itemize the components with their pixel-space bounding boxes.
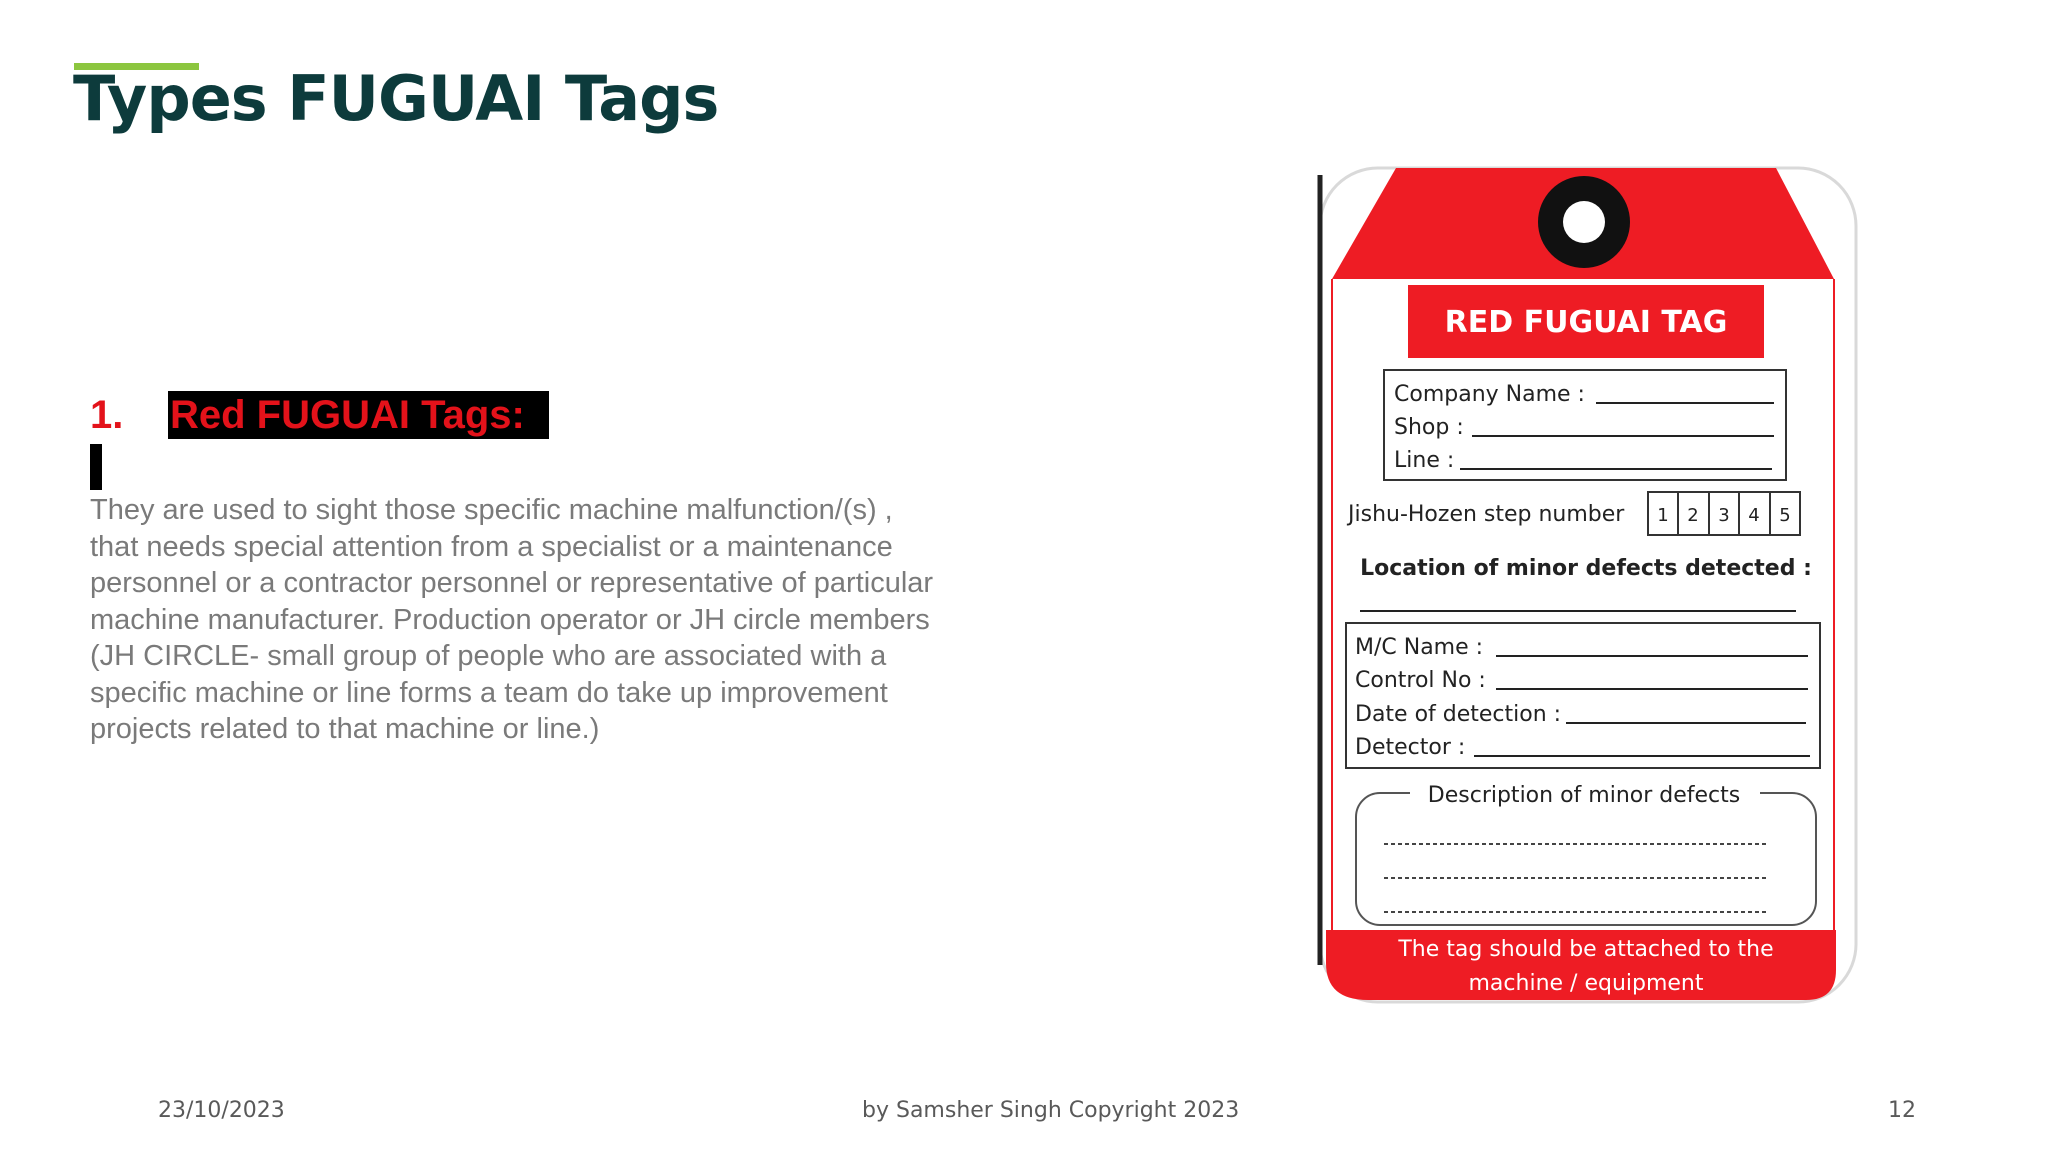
footer-copyright: by Samsher Singh Copyright 2023 — [862, 1098, 1240, 1123]
company-name-label: Company Name : — [1394, 382, 1585, 407]
tag-footer-line2: machine / equipment — [1468, 971, 1704, 996]
jh-step-label: Jishu-Hozen step number — [1348, 502, 1625, 527]
jh-step-3: 3 — [1718, 505, 1730, 526]
red-fuguai-tag-image — [1316, 165, 1860, 1007]
jh-step-5: 5 — [1779, 505, 1791, 526]
jh-step-4: 4 — [1748, 505, 1760, 526]
section-heading — [90, 390, 549, 440]
jh-step-2: 2 — [1687, 505, 1699, 526]
mc-name-label: M/C Name : — [1355, 635, 1484, 660]
heading-label: Red FUGUAI Tags: — [168, 391, 549, 439]
control-no-label: Control No : — [1355, 668, 1486, 693]
text-cursor — [90, 444, 102, 490]
tag-title: RED FUGUAI TAG — [1444, 305, 1728, 340]
slide-title: Types FUGUAI Tags — [73, 62, 719, 135]
description-label: Description of minor defects — [1427, 783, 1741, 808]
date-detection-label: Date of detection : — [1355, 702, 1562, 727]
footer-date: 23/10/2023 — [158, 1098, 285, 1123]
page-number: 12 — [1888, 1098, 1916, 1123]
heading-number: 1. — [90, 392, 124, 437]
shop-label: Shop : — [1394, 415, 1464, 440]
jh-step-1: 1 — [1657, 505, 1669, 526]
detector-label: Detector : — [1355, 735, 1466, 760]
body-paragraph: They are used to sight those specific machine malfunction/(s) , that needs special attention from a specialist or a maintenance personnel or a contractor personnel or representative of particular machine manufacturer. Production operator or JH circle members (JH CIRCLE- small group of people who are associated with a specific machine or line forms a team do take up improvement projects related to that machine or line.) — [90, 494, 934, 745]
line-label: Line : — [1394, 448, 1455, 473]
tag-footer-line1: The tag should be attached to the — [1398, 937, 1774, 962]
location-label: Location of minor defects detected : — [1360, 556, 1812, 581]
